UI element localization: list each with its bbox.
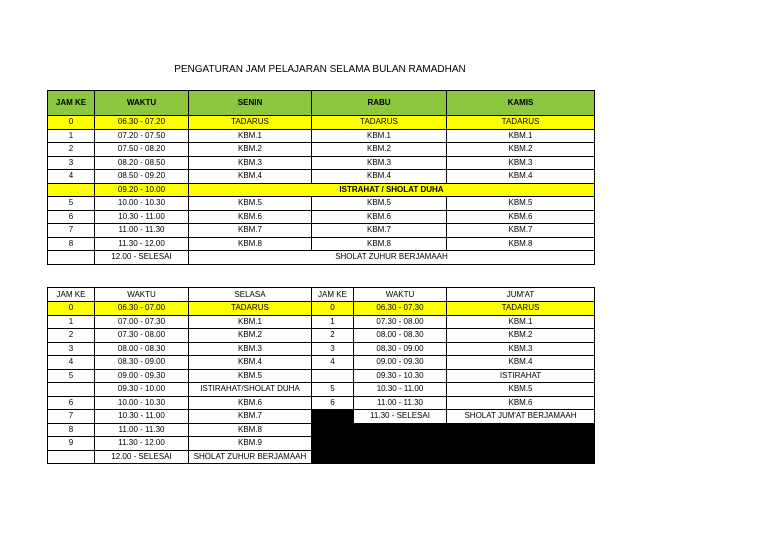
header-rabu: RABU <box>312 91 447 116</box>
selasa-cell: KBM.6 <box>189 396 312 410</box>
table-row <box>48 423 595 437</box>
selasa-cell: SHOLAT ZUHUR BERJAMAAH <box>189 450 312 464</box>
jam-ke-jumat-cell: 5 <box>312 383 354 397</box>
jam-ke-cell <box>48 251 95 265</box>
selasa-cell: KBM.5 <box>189 369 312 383</box>
waktu-cell: 10.30 - 11.00 <box>95 410 189 424</box>
selasa-cell: ISTIRAHAT/SHOLAT DUHA <box>189 383 312 397</box>
merged-activity-cell: ISTRAHAT / SHOLAT DUHA <box>189 183 595 197</box>
jam-ke-cell: 0 <box>48 302 95 316</box>
senin-cell: KBM.7 <box>189 224 312 238</box>
rabu-cell: KBM.4 <box>312 170 447 184</box>
blacked-out-cell <box>312 437 595 451</box>
jam-ke-cell: 7 <box>48 410 95 424</box>
waktu-cell: 12.00 - SELESAI <box>95 450 189 464</box>
header-jam-ke-jumat: JAM KE <box>312 288 354 302</box>
jam-ke-jumat-cell <box>312 369 354 383</box>
blacked-out-cell <box>312 410 354 424</box>
jam-ke-cell <box>48 450 95 464</box>
table-row <box>48 143 595 157</box>
table-header-row <box>48 288 595 302</box>
jumat-cell: KBM.5 <box>447 383 595 397</box>
waktu-cell: 08.50 - 09.20 <box>95 170 189 184</box>
table-row-break <box>48 183 595 197</box>
kamis-cell: KBM.7 <box>447 224 595 238</box>
senin-cell: KBM.3 <box>189 156 312 170</box>
merged-activity-cell: SHOLAT ZUHUR BERJAMAAH <box>189 251 595 265</box>
kamis-cell: KBM.6 <box>447 210 595 224</box>
waktu-cell: 09.00 - 09.30 <box>95 369 189 383</box>
header-kamis: KAMIS <box>447 91 595 116</box>
table-row <box>48 383 595 397</box>
table-row <box>48 210 595 224</box>
waktu-cell: 11.30 - 12.00 <box>95 237 189 251</box>
table-header-row <box>48 91 595 116</box>
waktu-cell: 10.00 - 10.30 <box>95 396 189 410</box>
table-row <box>48 156 595 170</box>
selasa-cell: KBM.8 <box>189 423 312 437</box>
rabu-cell: TADARUS <box>312 116 447 130</box>
jam-ke-jumat-cell: 0 <box>312 302 354 316</box>
jumat-cell: KBM.1 <box>447 315 595 329</box>
waktu-cell: 10.00 - 10.30 <box>95 197 189 211</box>
senin-cell: KBM.6 <box>189 210 312 224</box>
kamis-cell: KBM.5 <box>447 197 595 211</box>
jumat-cell: KBM.3 <box>447 342 595 356</box>
kamis-cell: KBM.3 <box>447 156 595 170</box>
waktu-jumat-cell: 11.30 - SELESAI <box>354 410 447 424</box>
jam-ke-cell: 3 <box>48 156 95 170</box>
jam-ke-cell: 6 <box>48 210 95 224</box>
senin-cell: KBM.2 <box>189 143 312 157</box>
rabu-cell: KBM.7 <box>312 224 447 238</box>
senin-cell: KBM.5 <box>189 197 312 211</box>
table-row <box>48 437 595 451</box>
selasa-cell: KBM.2 <box>189 329 312 343</box>
waktu-cell: 08.00 - 08.30 <box>95 342 189 356</box>
waktu-cell: 07.30 - 08.00 <box>95 329 189 343</box>
rabu-cell: KBM.2 <box>312 143 447 157</box>
jam-ke-cell: 9 <box>48 437 95 451</box>
kamis-cell: TADARUS <box>447 116 595 130</box>
jam-ke-cell: 4 <box>48 170 95 184</box>
kamis-cell: KBM.8 <box>447 237 595 251</box>
waktu-jumat-cell: 07.30 - 08.00 <box>354 315 447 329</box>
selasa-cell: KBM.1 <box>189 315 312 329</box>
jam-ke-cell: 8 <box>48 237 95 251</box>
table-row <box>48 224 595 238</box>
jumat-cell: SHOLAT JUM'AT BERJAMAAH <box>447 410 595 424</box>
schedule-table-senin-rabu-kamis <box>47 90 595 265</box>
table-row <box>48 129 595 143</box>
jam-ke-cell <box>48 383 95 397</box>
table-row <box>48 369 595 383</box>
jumat-cell: KBM.2 <box>447 329 595 343</box>
table-row <box>48 251 595 265</box>
selasa-cell: KBM.3 <box>189 342 312 356</box>
jam-ke-cell <box>48 183 95 197</box>
table-row <box>48 315 595 329</box>
jam-ke-cell: 1 <box>48 129 95 143</box>
table-row <box>48 237 595 251</box>
rabu-cell: KBM.8 <box>312 237 447 251</box>
table-row <box>48 329 595 343</box>
header-jam-ke: JAM KE <box>48 91 95 116</box>
jumat-cell: KBM.4 <box>447 356 595 370</box>
jam-ke-cell: 6 <box>48 396 95 410</box>
rabu-cell: KBM.1 <box>312 129 447 143</box>
waktu-cell: 06.30 - 07.20 <box>95 116 189 130</box>
jam-ke-jumat-cell: 1 <box>312 315 354 329</box>
page-title: PENGATURAN JAM PELAJARAN SELAMA BULAN RAMADHAN <box>174 64 466 75</box>
waktu-jumat-cell: 10.30 - 11.00 <box>354 383 447 397</box>
rabu-cell: KBM.5 <box>312 197 447 211</box>
waktu-cell: 09.20 - 10.00 <box>95 183 189 197</box>
jam-ke-jumat-cell: 6 <box>312 396 354 410</box>
blacked-out-cell <box>312 423 595 437</box>
kamis-cell: KBM.1 <box>447 129 595 143</box>
header-selasa: SELASA <box>189 288 312 302</box>
table-row <box>48 170 595 184</box>
waktu-cell: 12.00 - SELESAI <box>95 251 189 265</box>
waktu-jumat-cell: 08.00 - 08.30 <box>354 329 447 343</box>
waktu-cell: 08.20 - 08.50 <box>95 156 189 170</box>
waktu-jumat-cell: 09.30 - 10.30 <box>354 369 447 383</box>
jumat-cell: ISTIRAHAT <box>447 369 595 383</box>
header-waktu-jumat: WAKTU <box>354 288 447 302</box>
selasa-cell: TADARUS <box>189 302 312 316</box>
senin-cell: KBM.1 <box>189 129 312 143</box>
jam-ke-cell: 8 <box>48 423 95 437</box>
kamis-cell: KBM.4 <box>447 170 595 184</box>
waktu-cell: 09.30 - 10.00 <box>95 383 189 397</box>
table-row <box>48 356 595 370</box>
waktu-cell: 11.00 - 11.30 <box>95 224 189 238</box>
jam-ke-jumat-cell: 3 <box>312 342 354 356</box>
waktu-jumat-cell: 11.00 - 11.30 <box>354 396 447 410</box>
header-jam-ke: JAM KE <box>48 288 95 302</box>
jam-ke-jumat-cell: 4 <box>312 356 354 370</box>
table-row <box>48 302 595 316</box>
waktu-jumat-cell: 06.30 - 07.30 <box>354 302 447 316</box>
table-row <box>48 450 595 464</box>
selasa-cell: KBM.7 <box>189 410 312 424</box>
jam-ke-jumat-cell: 2 <box>312 329 354 343</box>
header-senin: SENIN <box>189 91 312 116</box>
kamis-cell: KBM.2 <box>447 143 595 157</box>
header-waktu: WAKTU <box>95 91 189 116</box>
jam-ke-cell: 1 <box>48 315 95 329</box>
waktu-cell: 07.20 - 07.50 <box>95 129 189 143</box>
waktu-cell: 11.30 - 12.00 <box>95 437 189 451</box>
selasa-cell: KBM.9 <box>189 437 312 451</box>
waktu-cell: 06.30 - 07.00 <box>95 302 189 316</box>
schedule-table-selasa-jumat <box>47 287 595 464</box>
waktu-jumat-cell: 09.00 - 09.30 <box>354 356 447 370</box>
header-jumat: JUM'AT <box>447 288 595 302</box>
waktu-cell: 10.30 - 11.00 <box>95 210 189 224</box>
waktu-jumat-cell: 08.30 - 09.00 <box>354 342 447 356</box>
waktu-cell: 07.50 - 08.20 <box>95 143 189 157</box>
table-row <box>48 396 595 410</box>
table-row <box>48 197 595 211</box>
table-row <box>48 342 595 356</box>
jam-ke-cell: 2 <box>48 329 95 343</box>
jam-ke-cell: 3 <box>48 342 95 356</box>
rabu-cell: KBM.6 <box>312 210 447 224</box>
blacked-out-cell <box>312 450 595 464</box>
waktu-cell: 11.00 - 11.30 <box>95 423 189 437</box>
jam-ke-cell: 0 <box>48 116 95 130</box>
senin-cell: KBM.8 <box>189 237 312 251</box>
jam-ke-cell: 5 <box>48 197 95 211</box>
selasa-cell: KBM.4 <box>189 356 312 370</box>
rabu-cell: KBM.3 <box>312 156 447 170</box>
jam-ke-cell: 4 <box>48 356 95 370</box>
senin-cell: KBM.4 <box>189 170 312 184</box>
waktu-cell: 08.30 - 09.00 <box>95 356 189 370</box>
senin-cell: TADARUS <box>189 116 312 130</box>
jam-ke-cell: 7 <box>48 224 95 238</box>
waktu-cell: 07.00 - 07.30 <box>95 315 189 329</box>
jam-ke-cell: 2 <box>48 143 95 157</box>
table-row <box>48 116 595 130</box>
jumat-cell: KBM.6 <box>447 396 595 410</box>
table-row <box>48 410 595 424</box>
jumat-cell: TADARUS <box>447 302 595 316</box>
header-waktu: WAKTU <box>95 288 189 302</box>
jam-ke-cell: 5 <box>48 369 95 383</box>
